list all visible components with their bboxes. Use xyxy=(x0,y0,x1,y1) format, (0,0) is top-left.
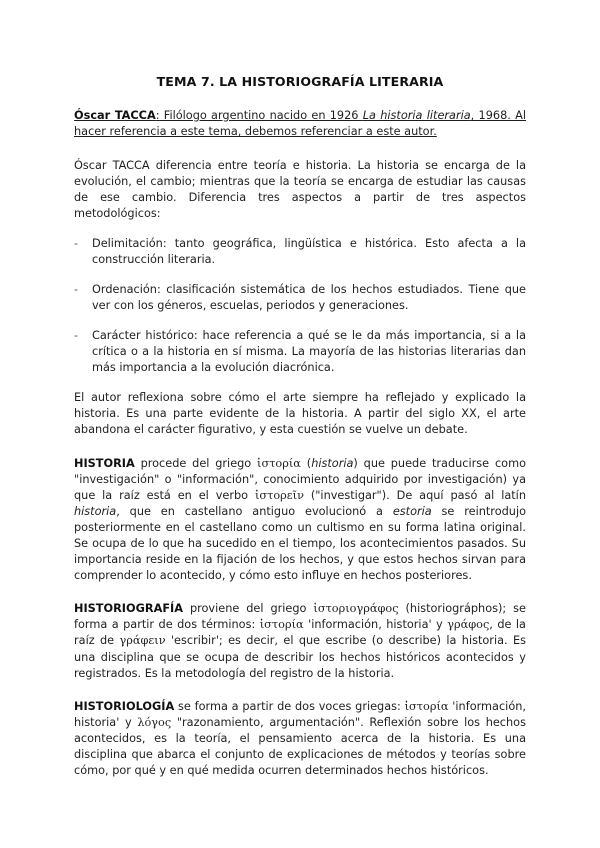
italic-word: historia xyxy=(311,456,354,470)
section-text: se reintrodujo posteriormente en el castellano como un cultismo en su forma latina original. Se ocupa de lo que ha sucedido en el tiempo, los acontecimientos pasados. Su importancia reside en la fijación de los hechos, y que estos hechos sirvan para comprender lo acontecido, y cómo esto influye en hechos posteriores. xyxy=(74,504,526,583)
section-text: ("investigar"). De aquí pasó al latín xyxy=(303,488,526,502)
list-item-text: Carácter histórico: hace referencia a qué se le da más importancia, si a la crítica o a la historia en sí misma. La mayoría de las historias literarias dan más importancia a la evolución diacrónica. xyxy=(92,328,526,375)
bullet-dash: - xyxy=(74,282,79,296)
section-historia xyxy=(74,456,526,585)
list-item xyxy=(74,282,526,314)
book-title: La historia literaria xyxy=(362,109,471,122)
italic-word: estoria xyxy=(392,504,432,518)
greek-word: γράφος xyxy=(447,618,490,632)
greek-word: ἱστορεῖν xyxy=(254,488,304,502)
page-title: TEMA 7. LA HISTORIOGRAFÍA LITERARIA xyxy=(156,74,444,89)
greek-word: ἱστοριογράφος xyxy=(313,602,399,616)
section-historiologia xyxy=(74,699,526,779)
term-historiologia: HISTORIOLOGÍA xyxy=(74,699,175,713)
author-name: Óscar TACCA xyxy=(74,109,156,122)
greek-word: λόγος xyxy=(137,715,172,729)
paragraph-theory-history: Óscar TACCA diferencia entre teoría e historia. La historia se encarga de la evolución, el cambio; mientras que la teoría se encarga de estudiar las causas de ese cambio. Diferencia tres aspectos a partir de tres aspectos metodológicos: xyxy=(74,159,526,221)
greek-word: ἱστορία xyxy=(257,456,301,470)
intro-text: , 1968. Al hacer referencia a este tema, debemos referenciar a este autor. xyxy=(74,109,526,139)
bullet-dash: - xyxy=(74,328,79,342)
section-text: se forma a partir de dos voces griegas: xyxy=(174,699,405,713)
section-text: (historiográphos); se forma a partir de dos términos: xyxy=(74,602,526,632)
section-text: procede del griego xyxy=(134,456,258,470)
section-text: ( xyxy=(300,456,312,470)
aspects-list xyxy=(74,236,526,377)
intro-text: : Filólogo argentino nacido en 1926 xyxy=(155,109,363,122)
list-item-text: Delimitación: tanto geográfica, lingüística e histórica. Esto afecta a la construcción literaria. xyxy=(92,236,526,266)
greek-word: γράφειν xyxy=(119,634,166,648)
section-text: ) que puede traducirse como "investigación" o "información", conocimiento adquirido por investigación) ya que la raíz está en el verbo xyxy=(74,456,526,502)
list-item xyxy=(74,236,526,268)
greek-word: ἱστορία xyxy=(259,618,304,632)
bullet-dash: - xyxy=(74,236,79,250)
term-historiografia: HISTORIOGRAFÍA xyxy=(74,602,183,616)
document-body xyxy=(74,108,526,779)
section-text: , de la raíz de xyxy=(74,618,526,648)
section-historiografia xyxy=(74,601,526,681)
section-text: proviene del griego xyxy=(183,602,314,616)
list-item xyxy=(74,328,526,376)
greek-word: ἱστορία xyxy=(404,699,449,713)
italic-word: historia xyxy=(74,504,117,518)
section-text: 'información, historia' y xyxy=(74,699,526,729)
section-text: "razonamiento, argumentación". Reflexión sobre los hechos acontecidos, es la teoría, el pensamiento acerca de la historia. Es una disciplina que abarca el conjunto de explicaciones de métodos y teorías sobre cómo, por qué y en qué medida ocurren determinados hechos históricos. xyxy=(74,715,526,778)
term-historia: HISTORIA xyxy=(74,456,135,470)
intro-paragraph xyxy=(74,108,526,140)
paragraph-art-history: El autor reflexiona sobre cómo el arte siempre ha reflejado y explicado la historia. Es una parte evidente de la historia. A partir del siglo XX, el arte abandona el carácter figurativo, y esta cuestión se vuelve un debate. xyxy=(74,391,526,437)
section-text: 'información, historia' y xyxy=(303,618,448,632)
list-item-text: Ordenación: clasificación sistemática de los hechos estudiados. Tiene que ver con los géneros, escuelas, periodos y generaciones. xyxy=(92,282,526,312)
section-text: 'escribir'; es decir, el que escribe (o describe) la historia. Es una disciplina que se ocupa de describir los hechos históricos acontecidos y registrados. Es la metodología del registro de la historia. xyxy=(74,634,526,680)
section-text: , que en castellano antiguo evolucionó a xyxy=(116,504,393,518)
